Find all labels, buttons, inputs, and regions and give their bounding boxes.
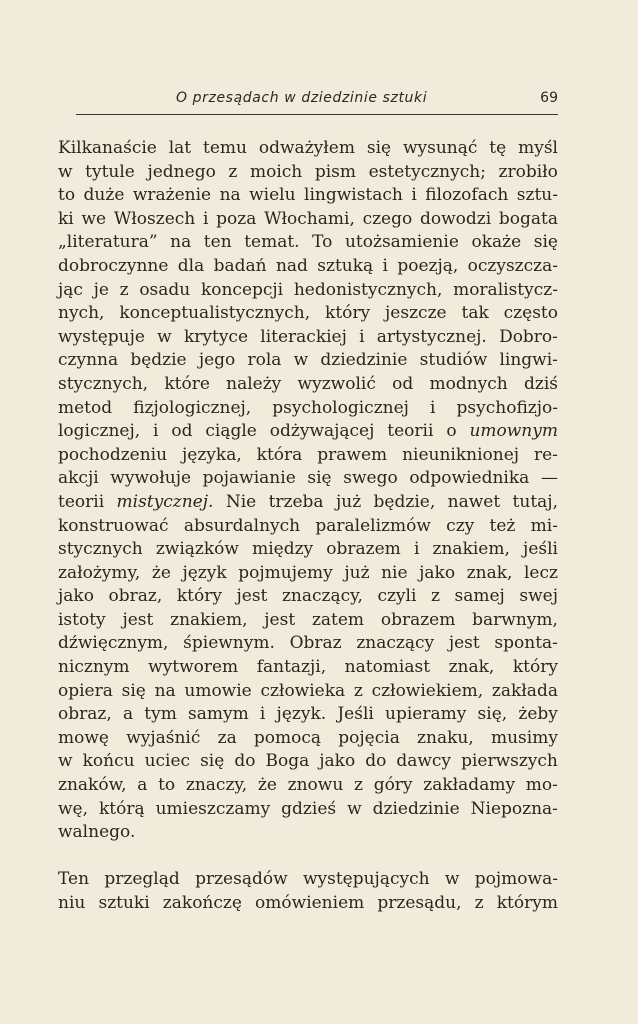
paragraph-gap [58,845,558,869]
text-line: logicznej, i od ciągle odżywającej teorii o umownym [58,421,558,442]
text-line: niu sztuki zakończę omówieniem przesądu, z którym [58,893,558,913]
paragraph [58,137,558,845]
text-line: występuje w krytyce literackiej i artystycznej. Dobro- [58,326,558,347]
text-line: w końcu uciec się do Boga jako do dawcy pierwszych [58,751,558,772]
text-line: metod fizjologicznej, psychologicznej i psychofizjo- [58,397,558,418]
text-line: w tytule jednego z moich pism estetycznych; zrobiło [58,161,558,182]
body-text [58,137,558,916]
text-line: dobroczynne dla badań nad sztuką i poezją, oczyszcza- [58,255,558,276]
paragraph [58,868,558,915]
text-line: istoty jest znakiem, jest zatem obrazem barwnym, [58,609,558,630]
text-line: ki we Włoszech i poza Włochami, czego dowodzi bogata [58,208,558,229]
text-line: mowę wyjaśnić za pomocą pojęcia znaku, musimy [58,727,558,748]
text-line: stycznych, które należy wyzwolić od modnych dziś [58,373,558,394]
text-line: jako obraz, który jest znaczący, czyli z samej swej [58,586,558,607]
text-line: obraz, a tym samym i język. Jeśli upieramy się, żeby [58,704,558,725]
text-line: stycznych związków między obrazem i znakiem, jeśli [58,539,558,560]
text-line: „literatura” na ten temat. To utożsamienie okaże się [58,232,558,253]
text-line: teorii mistycznej. Nie trzeba już będzie, nawet tutaj, [58,491,558,512]
text-line: wę, którą umieszczamy gdzieś w dziedzinie Niepozna- [58,798,558,819]
text-line: nych, konceptualistycznych, który jeszcze tak często [58,303,558,324]
header-rule [76,114,558,115]
text-line: znaków, a to znaczy, że znowu z góry zakładamy mo- [58,775,558,796]
text-line: opiera się na umowie człowieka z człowiekiem, zakłada [58,680,558,701]
text-line: Ten przegląd przesądów występujących w pojmowa- [58,869,558,890]
text-line: Kilkanaście lat temu odważyłem się wysunąć tę myśl [58,138,558,158]
running-title: O przesądach w dziedzinie sztuki [176,90,428,106]
text-line: konstruować absurdalnych paralelizmów czy też mi- [58,515,558,536]
text-line: to duże wrażenie na wielu lingwistach i filozofach sztu- [58,185,558,206]
text-line: nicznym wytworem fantazji, natomiast znak, który [58,657,558,678]
page-number: 69 [540,90,558,106]
text-line: walnego. [58,822,136,843]
text-line: pochodzeniu języka, która prawem nieuniknionej re- [58,444,558,465]
text-line: akcji wywołuje pojawianie się swego odpowiednika — [58,468,558,489]
text-line: jąc je z osadu koncepcji hedonistycznych, moralistycz- [58,279,558,300]
page-header [76,90,558,112]
text-line: dźwięcznym, śpiewnym. Obraz znaczący jest sponta- [58,633,558,654]
text-line: czynna będzie jego rola w dziedzinie studiów lingwi- [58,350,558,371]
text-line: założymy, że język pojmujemy już nie jako znak, lecz [58,562,558,583]
